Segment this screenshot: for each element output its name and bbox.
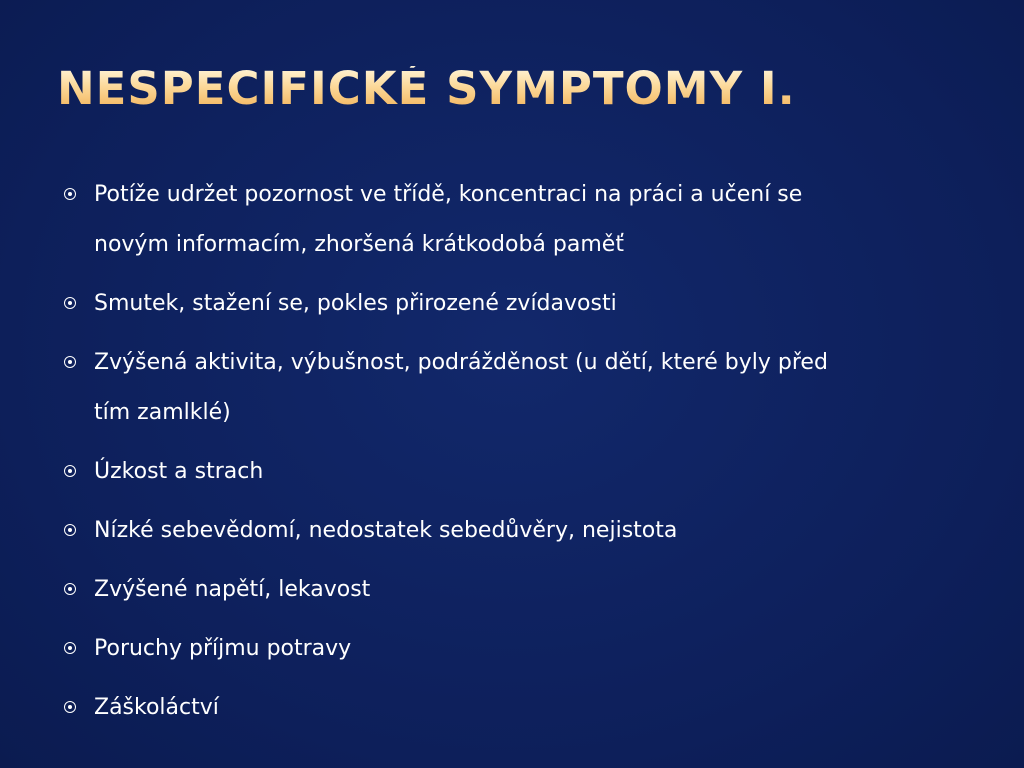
bullet-text: Zvýšené napětí, lekavost bbox=[94, 577, 371, 602]
radio-dot-icon bbox=[64, 356, 76, 368]
list-item bbox=[64, 683, 844, 733]
bullet-text: Záškoláctví bbox=[94, 695, 219, 720]
bullet-text: Nízké sebevědomí, nedostatek sebedůvěry, nejistota bbox=[94, 518, 678, 543]
list-item bbox=[64, 506, 844, 556]
slide-title: NESPECIFICKÉ SYMPTOMY I. bbox=[57, 62, 796, 115]
radio-dot-icon bbox=[64, 465, 76, 477]
radio-dot-icon bbox=[64, 524, 76, 536]
radio-dot-icon bbox=[64, 701, 76, 713]
radio-dot-icon bbox=[64, 297, 76, 309]
list-item bbox=[64, 170, 844, 270]
bullet-text: Úzkost a strach bbox=[94, 459, 264, 484]
radio-dot-icon bbox=[64, 583, 76, 595]
radio-dot-icon bbox=[64, 188, 76, 200]
bullet-text: Zvýšená aktivita, výbušnost, podrážděnost (u dětí, které byly před tím zamlklé) bbox=[94, 350, 828, 425]
list-item bbox=[64, 565, 844, 615]
bullet-text: Smutek, stažení se, pokles přirozené zvídavosti bbox=[94, 291, 617, 316]
bullet-text: Potíže udržet pozornost ve třídě, koncentraci na práci a učení se novým informacím, zhoršená krátkodobá paměť bbox=[94, 182, 803, 257]
list-item bbox=[64, 447, 844, 497]
radio-dot-icon bbox=[64, 642, 76, 654]
bullet-text: Poruchy příjmu potravy bbox=[94, 636, 352, 661]
list-item bbox=[64, 338, 844, 438]
list-item bbox=[64, 279, 844, 329]
bullet-list bbox=[64, 170, 844, 742]
list-item bbox=[64, 624, 844, 674]
